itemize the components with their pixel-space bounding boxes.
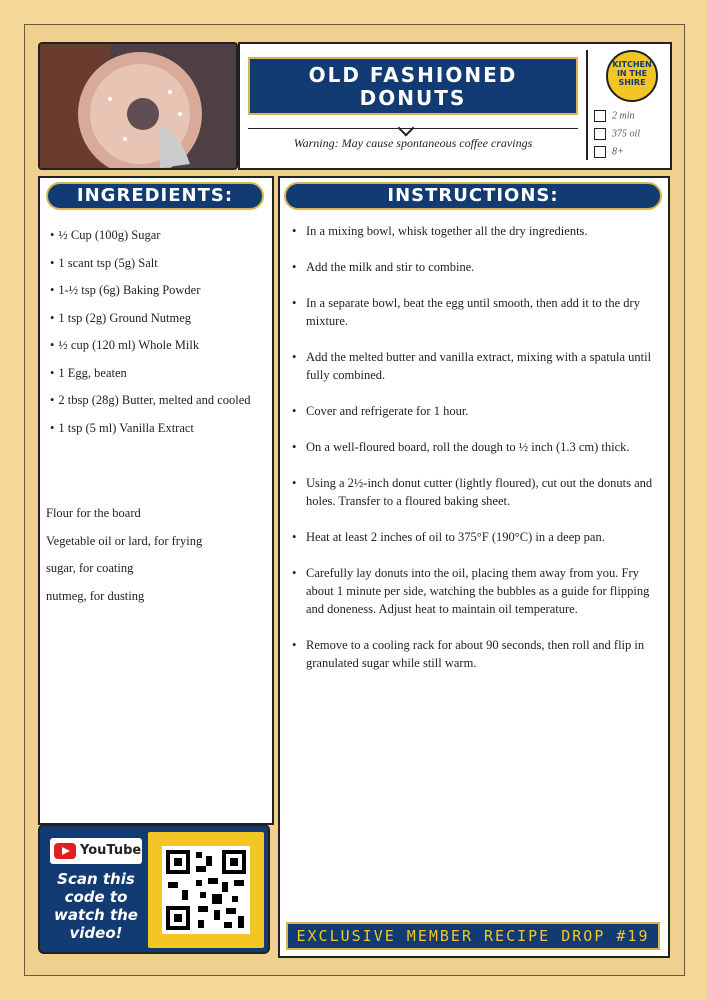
chevron-down-icon	[398, 120, 415, 137]
list-item: • Cover and refrigerate for 1 hour.	[292, 404, 469, 418]
member-drop-banner: EXCLUSIVE MEMBER RECIPE DROP #19	[286, 922, 660, 950]
ingredients-heading: INGREDIENTS:	[46, 182, 264, 210]
people-icon	[594, 146, 606, 158]
title-box	[238, 42, 672, 170]
list-item: • Add the melted butter and vanilla extract, mixing with a spatula until fully combined.	[292, 350, 652, 382]
list-item: • Carefully lay donuts into the oil, placing them away from you. Fry about 1 minute per side, watching the bubbles as a guide for flipping and doneness. Adjust heat to maintain oil temperature.	[292, 566, 650, 616]
list-item: • 1-½ tsp (6g) Baking Powder	[42, 277, 262, 305]
list-item: • On a well-floured board, roll the dough to ½ inch (1.3 cm) thick.	[292, 440, 630, 454]
donut-photo	[38, 42, 238, 170]
list-item: • In a separate bowl, beat the egg until smooth, then add it to the dry mixture.	[292, 296, 640, 328]
list-item: sugar, for coating	[46, 561, 134, 575]
title-line-1: OLD FASHIONED	[308, 63, 518, 87]
list-item: • Add the milk and stir to combine.	[292, 260, 475, 274]
youtube-logo: YouTube	[50, 838, 142, 864]
vertical-divider	[586, 50, 588, 160]
kitchen-in-the-shire-logo: KITCHEN IN THE SHIRE	[606, 50, 658, 102]
instructions-panel	[278, 176, 670, 958]
list-item: • 1 Egg, beaten	[42, 360, 262, 388]
list-item: • In a mixing bowl, whisk together all the dry ingredients.	[292, 224, 588, 238]
list-item: • 1 scant tsp (5g) Salt	[42, 250, 262, 278]
list-item: • ½ Cup (100g) Sugar	[42, 222, 262, 250]
warning-text: Warning: May cause spontaneous coffee cravings	[293, 136, 533, 150]
oil-meta: 375 oil	[594, 128, 640, 140]
play-icon	[54, 843, 76, 859]
list-item: • Heat at least 2 inches of oil to 375°F (190°C) in a deep pan.	[292, 530, 605, 544]
age-meta: 8+	[594, 146, 624, 158]
list-item: • Remove to a cooling rack for about 90 seconds, then roll and flip in granulated sugar while still warm.	[292, 638, 645, 670]
title-line-2: DONUTS	[359, 86, 467, 110]
recipe-title	[248, 57, 578, 115]
list-item: • Using a 2½-inch donut cutter (lightly floured), cut out the donuts and holes. Transfer to a floured baking sheet.	[292, 476, 653, 508]
youtube-panel	[38, 824, 270, 954]
scan-text: Scan this code to watch the video!	[54, 870, 138, 942]
time-meta: 2 min	[594, 110, 635, 122]
clock-icon	[594, 110, 606, 122]
list-item: nutmeg, for dusting	[46, 588, 145, 603]
thermometer-icon	[594, 128, 606, 140]
steps-list	[286, 222, 658, 690]
list-item: • 2 tbsp (28g) Butter, melted and cooled	[42, 387, 262, 415]
qr-code[interactable]	[148, 832, 264, 948]
list-item: • 1 tsp (5 ml) Vanilla Extract	[42, 415, 262, 443]
list-item: • ½ cup (120 ml) Whole Milk	[42, 332, 262, 360]
instructions-heading: INSTRUCTIONS:	[284, 182, 662, 210]
list-item: Vegetable oil or lard, for frying	[46, 533, 203, 548]
list-item: Flour for the board	[46, 506, 141, 520]
list-item: • 1 tsp (2g) Ground Nutmeg	[42, 305, 262, 333]
ingredients-panel	[38, 176, 274, 825]
ingredients-list	[42, 222, 262, 442]
extras-list	[46, 500, 268, 610]
